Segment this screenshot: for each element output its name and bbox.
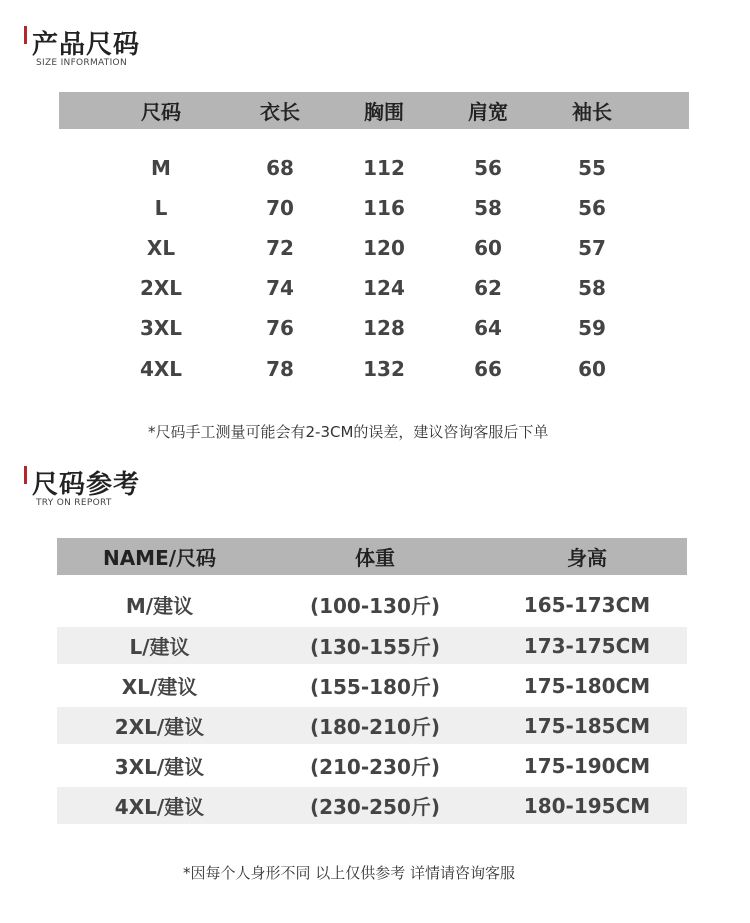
table-header [59, 92, 689, 129]
table-cell: 55 [578, 156, 606, 180]
accent-bar [24, 466, 27, 484]
table-cell: M/建议 [125, 594, 194, 618]
table-cell: 78 [266, 357, 294, 381]
table-cell: 62 [474, 276, 502, 300]
table-row [57, 787, 687, 824]
header-cell: 衣长 [260, 100, 300, 124]
header-cell: 袖长 [572, 100, 612, 124]
table-cell: 2XL [139, 276, 183, 300]
table-row [59, 349, 689, 389]
accent-bar [24, 26, 27, 44]
reference-note: *因每个人身形不同 以上仅供参考 详情请咨询客服 [183, 864, 516, 882]
section-subtitle: SIZE INFORMATION [36, 58, 127, 68]
table-cell: 132 [363, 357, 405, 381]
table-cell: L [154, 196, 168, 220]
table-cell: 124 [363, 276, 405, 300]
table-cell: 4XL [139, 357, 183, 381]
header-cell: 体重 [355, 546, 395, 570]
table-cell: 58 [578, 276, 606, 300]
table-cell: 66 [474, 357, 502, 381]
table-cell: 2XL/建议 [114, 715, 205, 739]
header-cell: 尺码 [141, 100, 181, 124]
table-cell: (210-230斤) [309, 755, 441, 779]
header-cell: NAME/尺码 [102, 546, 217, 570]
table-cell: 60 [578, 357, 606, 381]
table-cell: 76 [266, 316, 294, 340]
table-cell: 57 [578, 236, 606, 260]
table-cell: XL/建议 [121, 675, 198, 699]
table-cell: 4XL/建议 [114, 795, 205, 819]
table-cell: XL [146, 236, 176, 260]
table-cell: (180-210斤) [309, 715, 441, 739]
table-cell: M [151, 156, 171, 180]
table-cell: 70 [266, 196, 294, 220]
table-cell: 59 [578, 316, 606, 340]
section-title: 产品尺码 [32, 30, 141, 60]
header-cell: 身高 [567, 546, 607, 570]
table-row [59, 268, 689, 308]
table-cell: 72 [266, 236, 294, 260]
table-cell: 56 [474, 156, 502, 180]
table-cell: 180-195CM [523, 793, 651, 818]
table-cell: 74 [266, 276, 294, 300]
table-row [57, 667, 687, 704]
table-cell: (230-250斤) [309, 795, 441, 819]
table-cell: 175-185CM [523, 713, 651, 738]
table-row [59, 188, 689, 228]
table-cell: 175-190CM [523, 753, 651, 778]
table-cell: 116 [363, 196, 405, 220]
table-cell: 173-175CM [523, 633, 651, 658]
table-cell: 60 [474, 236, 502, 260]
table-cell: 64 [474, 316, 502, 340]
table-row [57, 627, 687, 664]
table-cell: (130-155斤) [309, 635, 441, 659]
table-row [59, 308, 689, 348]
table-cell: 58 [474, 196, 502, 220]
header-cell: 胸围 [364, 100, 404, 124]
table-cell: 112 [363, 156, 405, 180]
table-row [57, 747, 687, 784]
table-row [59, 148, 689, 188]
table-cell: 128 [363, 316, 405, 340]
table-cell: 175-180CM [523, 673, 651, 698]
table-cell: 120 [363, 236, 405, 260]
table-cell: 56 [578, 196, 606, 220]
table-cell: 3XL [139, 316, 183, 340]
section-subtitle: TRY ON REPORT [36, 498, 112, 508]
measurement-note: *尺码手工测量可能会有2-3CM的误差，建议咨询客服后下单 [148, 423, 549, 441]
table-row [59, 228, 689, 268]
table-row [57, 707, 687, 744]
table-cell: (100-130斤) [309, 594, 441, 618]
table-header [57, 538, 687, 575]
table-cell: 3XL/建议 [114, 755, 205, 779]
table-cell: L/建议 [129, 635, 190, 659]
table-cell: 165-173CM [523, 592, 651, 617]
header-cell: 肩宽 [468, 100, 508, 124]
section-title: 尺码参考 [32, 470, 141, 500]
table-row [57, 586, 687, 623]
table-cell: (155-180斤) [309, 675, 441, 699]
table-cell: 68 [266, 156, 294, 180]
